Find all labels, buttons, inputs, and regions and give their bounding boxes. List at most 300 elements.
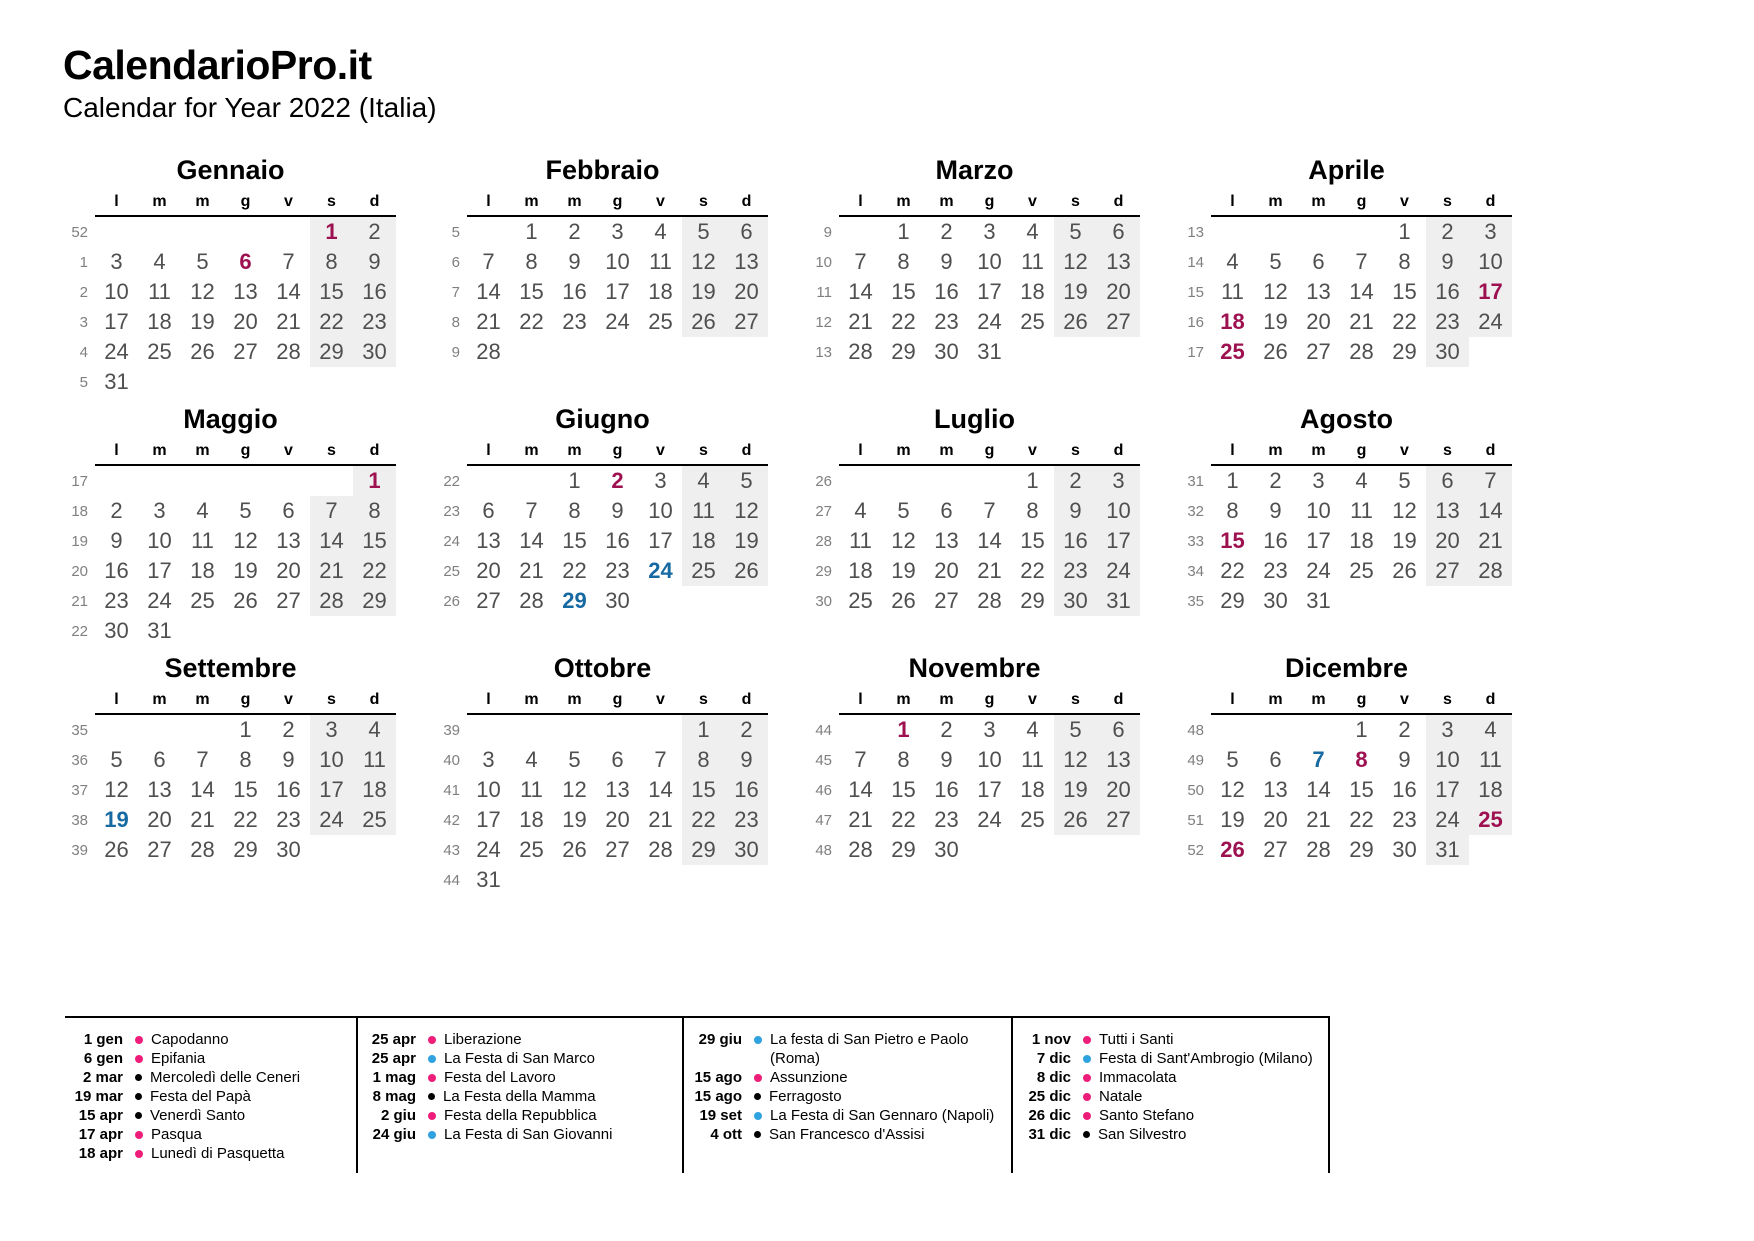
- date-cell: 5: [1054, 715, 1097, 745]
- day-header: v: [267, 440, 310, 466]
- date-cell: 27: [725, 307, 768, 337]
- date-cell: 26: [1263, 339, 1288, 364]
- legend-label: Festa della Repubblica: [444, 1107, 597, 1124]
- date-cell: [467, 466, 510, 496]
- date-cell: 16: [1054, 526, 1097, 556]
- month-title: Giugno: [555, 404, 650, 434]
- date-cell: 28: [1469, 556, 1512, 586]
- date-cell: 5: [1269, 249, 1282, 274]
- date-cell: 19: [682, 277, 725, 307]
- week-number: 9: [451, 344, 460, 361]
- date-cell: 25: [1349, 558, 1374, 583]
- holiday-bullet-pink-icon: [428, 1074, 436, 1082]
- date-cell: 5: [568, 747, 581, 772]
- week-number: 48: [815, 842, 832, 859]
- date-cell: 27: [1097, 307, 1140, 337]
- date-cell: [682, 586, 725, 616]
- date-cell: 1: [239, 717, 252, 742]
- date-cell: 13: [233, 279, 258, 304]
- date-cell: 16: [353, 277, 396, 307]
- page-header: [63, 42, 437, 125]
- month-title: Agosto: [1300, 404, 1393, 434]
- week-number-header: [65, 191, 95, 217]
- date-cell: [1469, 586, 1512, 616]
- date-cell: 25: [190, 588, 215, 613]
- date-cell: 19: [233, 558, 258, 583]
- day-header: s: [682, 689, 725, 715]
- date-cell: 18: [190, 558, 215, 583]
- month-grid: [1181, 440, 1512, 616]
- legend-entry: [684, 1068, 1005, 1087]
- date-cell: 22: [519, 309, 544, 334]
- legend-label: Assunzione: [770, 1069, 848, 1086]
- date-cell: 20: [147, 807, 172, 832]
- day-header: d: [725, 440, 768, 466]
- legend-entry: [358, 1106, 676, 1125]
- date-cell: 14: [476, 279, 501, 304]
- legend-label: Immacolata: [1099, 1069, 1177, 1086]
- legend-date: 1 mag: [372, 1069, 416, 1086]
- date-cell: 2: [1398, 717, 1411, 742]
- date-cell: 15: [891, 279, 916, 304]
- day-header: g: [1340, 440, 1383, 466]
- date-cell: 13: [1097, 745, 1140, 775]
- day-header: m: [882, 191, 925, 217]
- week-number: 15: [1187, 284, 1204, 301]
- day-header: v: [639, 191, 682, 217]
- date-cell: 1: [353, 466, 396, 496]
- date-cell: [596, 337, 639, 367]
- week-number: 5: [451, 224, 460, 241]
- legend-label: Festa del Lavoro: [444, 1069, 556, 1086]
- date-cell: 19: [190, 309, 215, 334]
- date-cell: 15: [1020, 528, 1045, 553]
- week-number: 33: [1187, 533, 1204, 550]
- date-cell: 27: [476, 588, 501, 613]
- date-cell: 19: [562, 807, 587, 832]
- date-cell: [839, 466, 882, 496]
- date-cell: 31: [977, 339, 1002, 364]
- date-cell: 4: [854, 498, 867, 523]
- day-header: m: [138, 689, 181, 715]
- date-cell: [181, 217, 224, 247]
- date-cell: 4: [1026, 219, 1039, 244]
- week-number: 35: [1187, 593, 1204, 610]
- day-header: m: [882, 689, 925, 715]
- date-cell: 30: [104, 618, 129, 643]
- date-cell: 2: [1269, 468, 1282, 493]
- date-cell: 24: [104, 339, 129, 364]
- date-cell: 11: [849, 528, 872, 553]
- date-cell: 30: [276, 837, 301, 862]
- date-cell: 28: [648, 837, 673, 862]
- date-cell: 24: [648, 558, 673, 583]
- week-number-header: [65, 440, 95, 466]
- date-cell: 2: [568, 219, 581, 244]
- day-header: d: [1097, 440, 1140, 466]
- date-cell: 6: [1097, 715, 1140, 745]
- date-cell: 16: [1426, 277, 1469, 307]
- date-cell: 7: [282, 249, 295, 274]
- month-grid: [437, 689, 768, 895]
- week-number: 30: [815, 593, 832, 610]
- date-cell: [224, 217, 267, 247]
- date-cell: 15: [519, 279, 544, 304]
- legend-label: Santo Stefano: [1099, 1107, 1195, 1124]
- date-cell: [1383, 586, 1426, 616]
- month-dicembre: [1181, 651, 1512, 900]
- date-cell: 14: [977, 528, 1002, 553]
- date-cell: 9: [353, 247, 396, 277]
- date-cell: 14: [1469, 496, 1512, 526]
- date-cell: 10: [977, 249, 1002, 274]
- date-cell: 12: [1054, 247, 1097, 277]
- legend-label: Mercoledì delle Ceneri: [150, 1069, 301, 1086]
- date-cell: 23: [934, 309, 959, 334]
- date-cell: 2: [1426, 217, 1469, 247]
- date-cell: 24: [1306, 558, 1331, 583]
- date-cell: [95, 466, 138, 496]
- date-cell: 11: [520, 777, 543, 802]
- week-number: 6: [451, 254, 460, 271]
- date-cell: 13: [1426, 496, 1469, 526]
- legend-label: Festa del Papà: [150, 1088, 251, 1105]
- day-header: l: [839, 191, 882, 217]
- legend-date: 29 giu: [698, 1031, 742, 1048]
- date-cell: [181, 466, 224, 496]
- week-number: 31: [1187, 473, 1204, 490]
- holiday-bullet-blue-icon: [754, 1112, 762, 1120]
- date-cell: 1: [1226, 468, 1239, 493]
- week-number: 13: [1187, 224, 1204, 241]
- date-cell: 9: [110, 528, 123, 553]
- day-header: m: [138, 440, 181, 466]
- day-header: s: [682, 191, 725, 217]
- date-cell: [596, 715, 639, 745]
- legend-entry: [684, 1106, 1005, 1125]
- date-cell: 15: [891, 777, 916, 802]
- week-number: 5: [79, 374, 88, 391]
- date-cell: 30: [353, 337, 396, 367]
- date-cell: 31: [147, 618, 172, 643]
- holiday-bullet-blue-icon: [428, 1131, 436, 1139]
- date-cell: 14: [648, 777, 673, 802]
- date-cell: 10: [1097, 496, 1140, 526]
- holiday-bullet-black-icon: [135, 1093, 142, 1100]
- date-cell: 14: [276, 279, 301, 304]
- date-cell: 7: [1312, 747, 1325, 772]
- date-cell: 6: [1269, 747, 1282, 772]
- holiday-bullet-pink-icon: [135, 1150, 143, 1158]
- month-grid: [65, 689, 396, 865]
- date-cell: 16: [725, 775, 768, 805]
- date-cell: 9: [1054, 496, 1097, 526]
- date-cell: 4: [1026, 717, 1039, 742]
- date-cell: [224, 367, 267, 397]
- day-header: m: [510, 689, 553, 715]
- date-cell: 25: [648, 309, 673, 334]
- months-grid: [65, 153, 1512, 900]
- date-cell: 7: [1355, 249, 1368, 274]
- date-cell: 3: [1312, 468, 1325, 493]
- date-cell: 19: [1220, 807, 1245, 832]
- date-cell: 22: [562, 558, 587, 583]
- month-settembre: [65, 651, 396, 900]
- day-header: d: [1469, 191, 1512, 217]
- legend-label: La Festa di San Gennaro (Napoli): [770, 1107, 995, 1124]
- date-cell: 19: [725, 526, 768, 556]
- holiday-bullet-pink-icon: [1083, 1112, 1091, 1120]
- week-number: 43: [443, 842, 460, 859]
- month-title: Marzo: [935, 155, 1014, 185]
- date-cell: [639, 715, 682, 745]
- date-cell: [267, 466, 310, 496]
- date-cell: 29: [562, 588, 587, 613]
- date-cell: 11: [649, 249, 672, 274]
- date-cell: 10: [310, 745, 353, 775]
- date-cell: 11: [1021, 747, 1044, 772]
- day-header: d: [725, 191, 768, 217]
- date-cell: 4: [196, 498, 209, 523]
- legend-label: La festa di San Pietro e Paolo (Roma): [770, 1031, 969, 1067]
- legend-label: Liberazione: [444, 1031, 522, 1048]
- day-header: g: [596, 689, 639, 715]
- date-cell: 4: [1226, 249, 1239, 274]
- date-cell: 16: [934, 777, 959, 802]
- day-header: v: [1011, 191, 1054, 217]
- month-grid: [1181, 689, 1512, 865]
- date-cell: 6: [1097, 217, 1140, 247]
- date-cell: 23: [1054, 556, 1097, 586]
- day-header: s: [682, 440, 725, 466]
- date-cell: 14: [190, 777, 215, 802]
- date-cell: [639, 865, 682, 895]
- page-subtitle: Calendar for Year 2022 (Italia): [63, 92, 437, 123]
- date-cell: 17: [147, 558, 172, 583]
- date-cell: 8: [310, 247, 353, 277]
- week-number: 18: [71, 503, 88, 520]
- week-number: 21: [71, 593, 88, 610]
- date-cell: 23: [276, 807, 301, 832]
- week-number: 22: [71, 623, 88, 640]
- month-grid: [437, 191, 768, 367]
- date-cell: 8: [1355, 747, 1368, 772]
- week-number: 19: [71, 533, 88, 550]
- date-cell: 3: [153, 498, 166, 523]
- date-cell: 2: [611, 468, 624, 493]
- date-cell: 19: [104, 807, 129, 832]
- date-cell: 14: [1349, 279, 1374, 304]
- date-cell: 12: [104, 777, 129, 802]
- date-cell: 27: [1306, 339, 1331, 364]
- date-cell: 23: [353, 307, 396, 337]
- date-cell: 2: [282, 717, 295, 742]
- day-header: v: [267, 689, 310, 715]
- date-cell: 2: [940, 219, 953, 244]
- date-cell: [553, 337, 596, 367]
- day-header: d: [725, 689, 768, 715]
- date-cell: 9: [940, 747, 953, 772]
- date-cell: 29: [1220, 588, 1245, 613]
- holiday-bullet-black-icon: [1083, 1131, 1090, 1138]
- legend-entry: [65, 1049, 350, 1068]
- month-grid: [1181, 191, 1512, 367]
- week-number: 48: [1187, 722, 1204, 739]
- date-cell: 1: [1355, 717, 1368, 742]
- month-luglio: [809, 402, 1140, 651]
- date-cell: 24: [977, 807, 1002, 832]
- date-cell: 4: [525, 747, 538, 772]
- legend-date: 2 giu: [380, 1107, 416, 1124]
- month-title: Luglio: [934, 404, 1015, 434]
- date-cell: 30: [605, 588, 630, 613]
- date-cell: 23: [605, 558, 630, 583]
- day-header: m: [925, 191, 968, 217]
- week-number: 10: [815, 254, 832, 271]
- date-cell: [968, 466, 1011, 496]
- date-cell: 27: [1263, 837, 1288, 862]
- week-number: 49: [1187, 752, 1204, 769]
- date-cell: 18: [1020, 777, 1045, 802]
- day-header: m: [925, 689, 968, 715]
- week-number: 12: [815, 314, 832, 331]
- date-cell: 15: [1349, 777, 1374, 802]
- date-cell: 22: [1220, 558, 1245, 583]
- legend-entry: [1013, 1030, 1322, 1049]
- date-cell: 12: [1263, 279, 1288, 304]
- month-marzo: [809, 153, 1140, 402]
- date-cell: 2: [940, 717, 953, 742]
- week-number: 28: [815, 533, 832, 550]
- date-cell: 28: [977, 588, 1002, 613]
- date-cell: 20: [1097, 277, 1140, 307]
- date-cell: 11: [1350, 498, 1373, 523]
- date-cell: 1: [568, 468, 581, 493]
- day-header: g: [968, 440, 1011, 466]
- legend-entry: [684, 1125, 1005, 1144]
- date-cell: 18: [1020, 279, 1045, 304]
- date-cell: [1340, 586, 1383, 616]
- legend-date: 8 dic: [1036, 1069, 1071, 1086]
- week-number: 4: [79, 344, 88, 361]
- day-header: s: [1054, 689, 1097, 715]
- date-cell: 7: [854, 747, 867, 772]
- date-cell: [510, 715, 553, 745]
- date-cell: 23: [562, 309, 587, 334]
- legend-entry: [65, 1068, 350, 1087]
- date-cell: [1297, 715, 1340, 745]
- holiday-bullet-blue-icon: [428, 1055, 436, 1063]
- date-cell: [267, 367, 310, 397]
- date-cell: 25: [1469, 805, 1512, 835]
- date-cell: 13: [605, 777, 630, 802]
- day-header: d: [353, 191, 396, 217]
- legend-label: Pasqua: [151, 1126, 202, 1143]
- date-cell: 25: [147, 339, 172, 364]
- month-maggio: [65, 402, 396, 651]
- date-cell: 20: [1263, 807, 1288, 832]
- legend-entry: [358, 1068, 676, 1087]
- date-cell: 14: [848, 777, 873, 802]
- date-cell: 25: [1020, 807, 1045, 832]
- date-cell: 18: [519, 807, 544, 832]
- day-header: v: [1011, 440, 1054, 466]
- week-number: 52: [71, 224, 88, 241]
- legend-label: San Silvestro: [1098, 1126, 1187, 1143]
- legend-label: Tutti i Santi: [1099, 1031, 1174, 1048]
- date-cell: 13: [1306, 279, 1331, 304]
- date-cell: 26: [1054, 805, 1097, 835]
- week-number: 37: [71, 782, 88, 799]
- date-cell: 4: [654, 219, 667, 244]
- date-cell: 7: [525, 498, 538, 523]
- date-cell: [138, 217, 181, 247]
- day-header: g: [968, 689, 1011, 715]
- date-cell: [510, 865, 553, 895]
- week-number: 39: [443, 722, 460, 739]
- day-header: s: [1426, 689, 1469, 715]
- week-number: 41: [443, 782, 460, 799]
- date-cell: 18: [648, 279, 673, 304]
- date-cell: 17: [104, 309, 129, 334]
- day-header: l: [1211, 440, 1254, 466]
- day-header: g: [1340, 689, 1383, 715]
- date-cell: 13: [276, 528, 301, 553]
- day-header: d: [1097, 191, 1140, 217]
- date-cell: [95, 715, 138, 745]
- date-cell: [181, 715, 224, 745]
- week-number: 22: [443, 473, 460, 490]
- date-cell: 17: [1426, 775, 1469, 805]
- date-cell: 28: [1349, 339, 1374, 364]
- date-cell: 22: [1392, 309, 1417, 334]
- week-number-header: [437, 440, 467, 466]
- date-cell: 19: [1054, 277, 1097, 307]
- date-cell: 12: [682, 247, 725, 277]
- legend-date: 4 ott: [710, 1126, 742, 1143]
- date-cell: 15: [353, 526, 396, 556]
- date-cell: 13: [147, 777, 172, 802]
- date-cell: 15: [682, 775, 725, 805]
- date-cell: 20: [934, 558, 959, 583]
- date-cell: 26: [233, 588, 258, 613]
- legend-date: 1 nov: [1031, 1031, 1071, 1048]
- week-number: 42: [443, 812, 460, 829]
- date-cell: [1097, 835, 1140, 865]
- date-cell: 31: [1097, 586, 1140, 616]
- legend-label: La Festa di San Giovanni: [444, 1126, 613, 1143]
- day-header: l: [95, 440, 138, 466]
- week-number: 8: [451, 314, 460, 331]
- date-cell: [682, 337, 725, 367]
- day-header: m: [510, 440, 553, 466]
- date-cell: [1469, 337, 1512, 367]
- date-cell: 16: [605, 528, 630, 553]
- date-cell: 2: [353, 217, 396, 247]
- date-cell: 1: [1026, 468, 1039, 493]
- day-header: d: [353, 440, 396, 466]
- date-cell: 25: [1220, 339, 1245, 364]
- month-grid: [809, 191, 1140, 367]
- holiday-bullet-blue-icon: [1083, 1055, 1091, 1063]
- date-cell: 22: [1020, 558, 1045, 583]
- date-cell: 8: [897, 747, 910, 772]
- date-cell: 22: [1349, 807, 1374, 832]
- legend-date: 24 giu: [372, 1126, 416, 1143]
- legend-entry: [1013, 1106, 1322, 1125]
- day-header: m: [1297, 191, 1340, 217]
- date-cell: 8: [1226, 498, 1239, 523]
